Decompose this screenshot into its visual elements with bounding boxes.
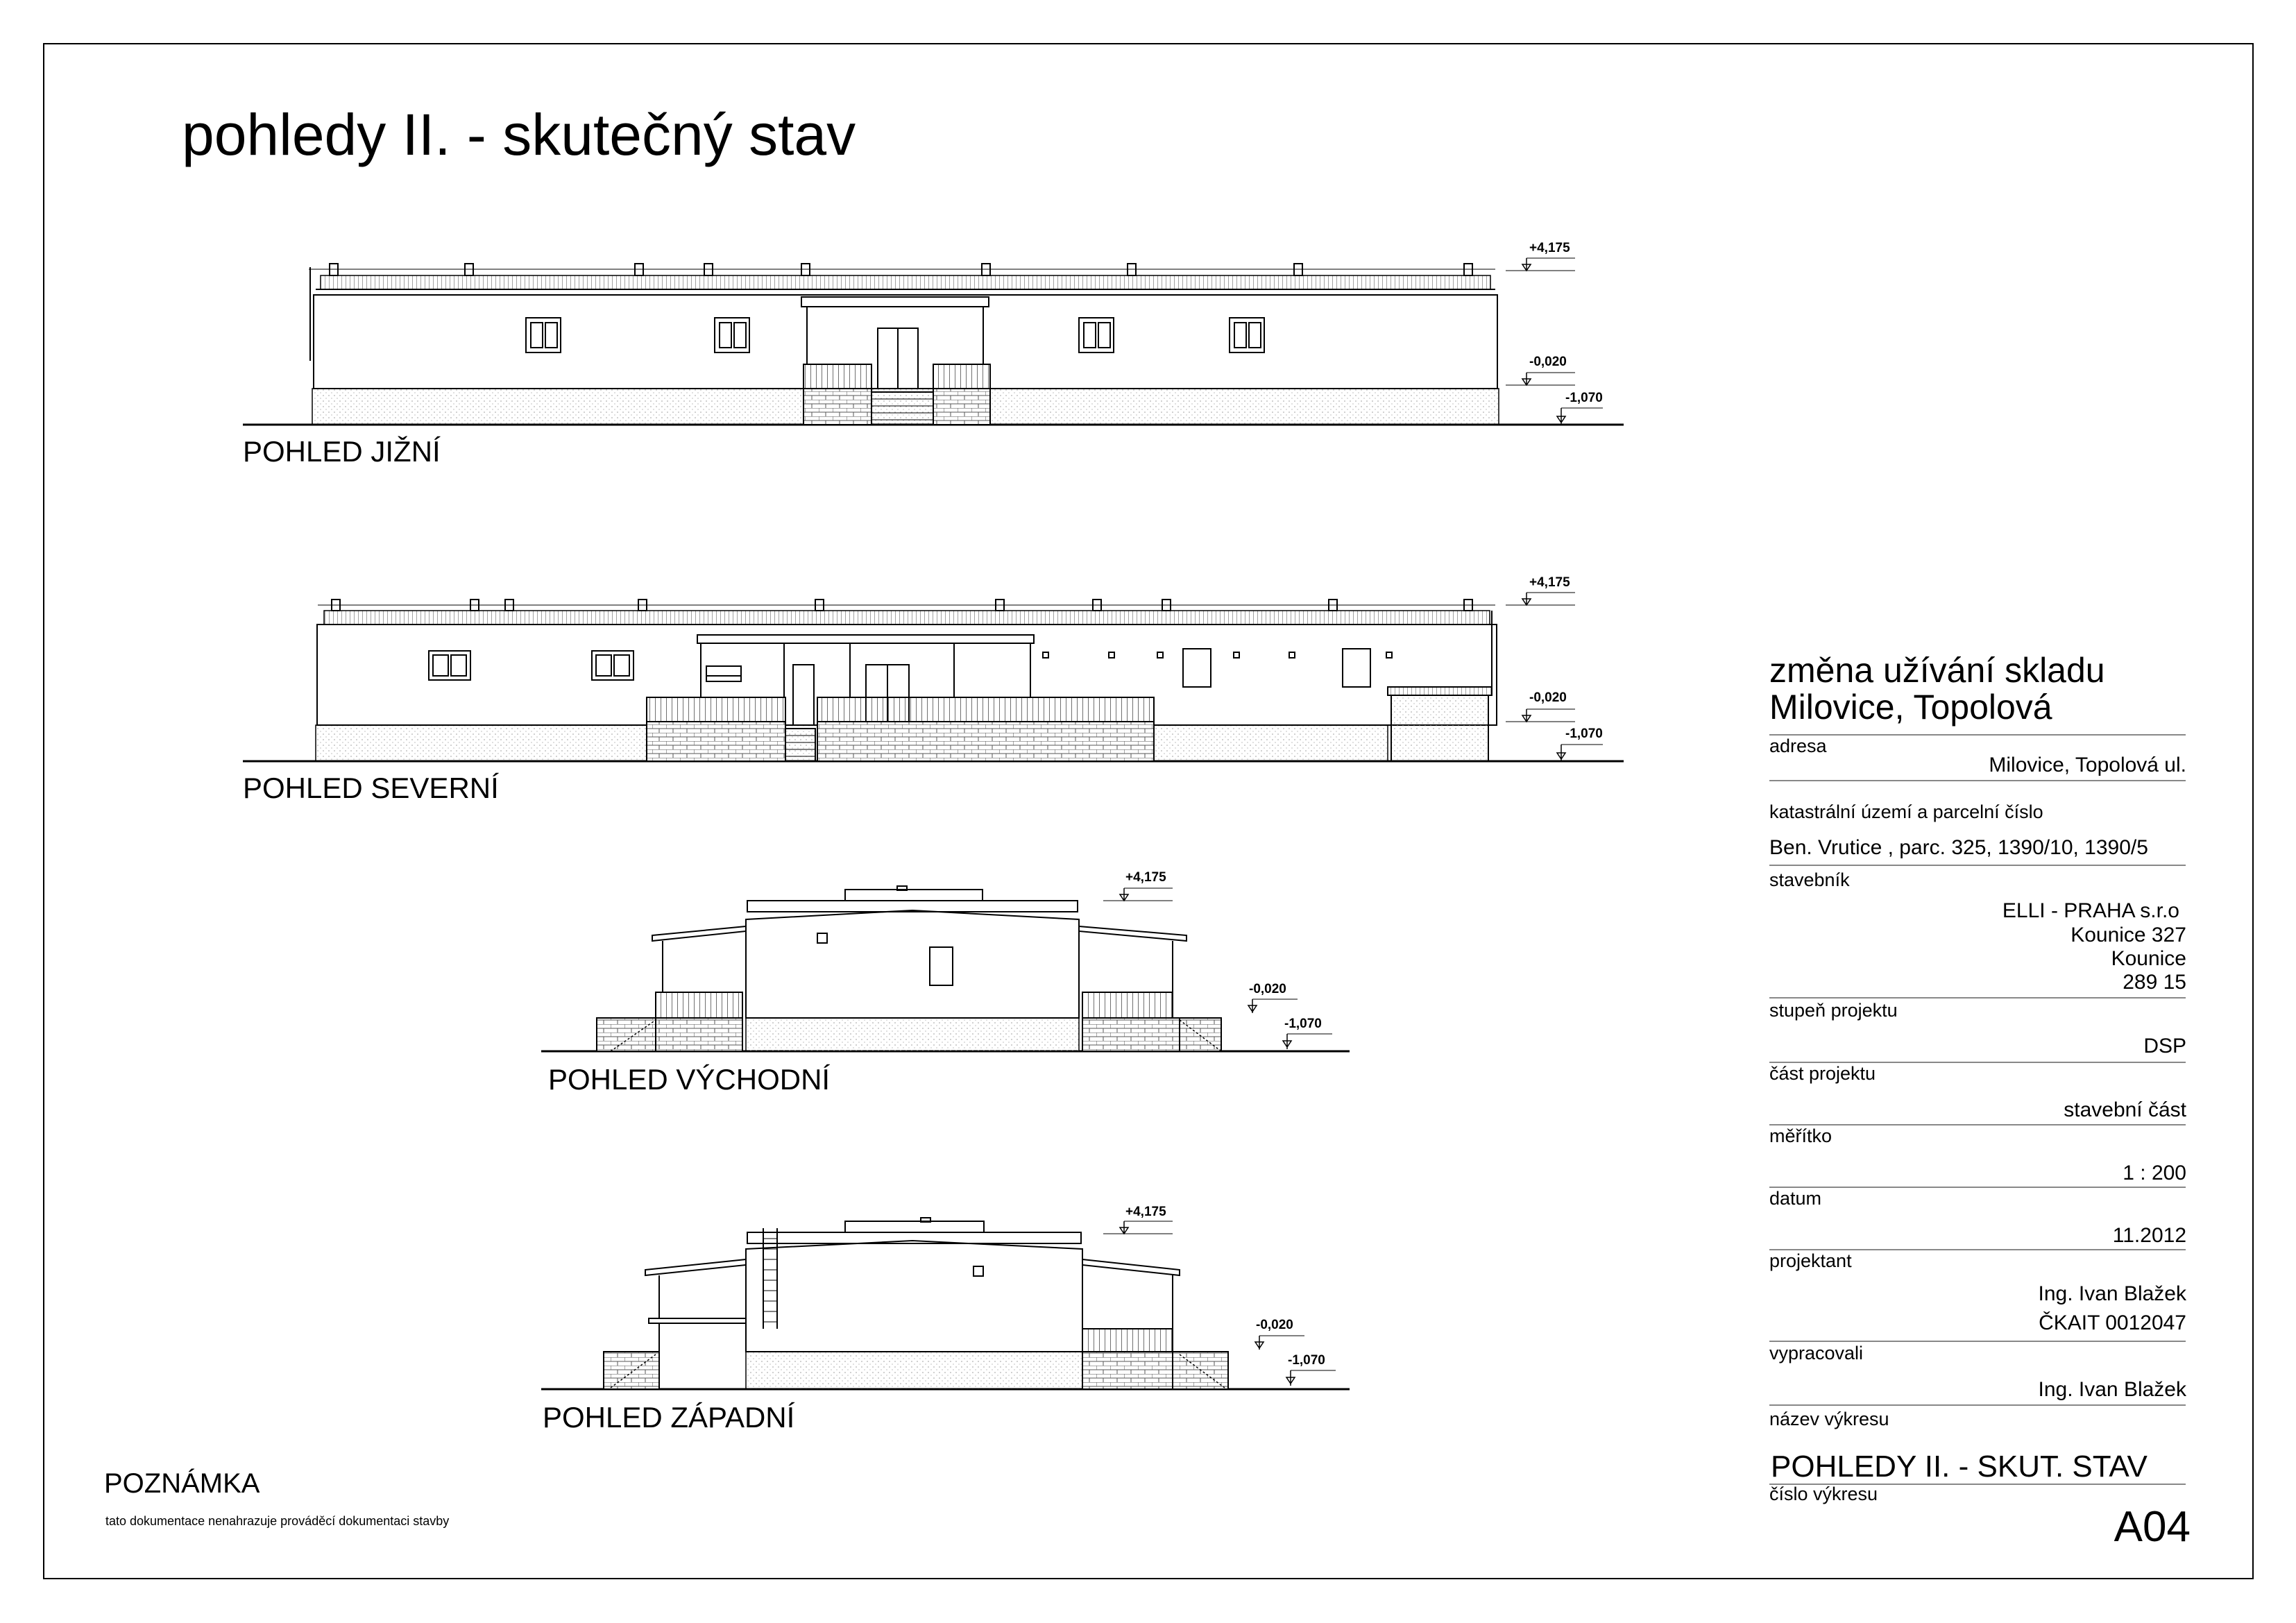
note-heading: POZNÁMKA [104, 1468, 260, 1499]
stage-value: DSP [2143, 1035, 2186, 1057]
level-floor: -0,020 [1256, 1318, 1293, 1332]
stage-label: stupeň projektu [1769, 1000, 1898, 1021]
cadastre-label: katastrální území a parcelní číslo [1769, 801, 2043, 822]
title-block-rule [1769, 780, 2186, 781]
title-block-rule [1769, 734, 2186, 736]
scale-label: měřítko [1769, 1125, 1832, 1146]
investor-city: Kounice [2111, 947, 2186, 970]
date-value: 11.2012 [2112, 1224, 2186, 1247]
address-value: Milovice, Topolová ul. [1989, 754, 2186, 776]
level-ground: -1,070 [1565, 726, 1603, 741]
level-top: +4,175 [1125, 870, 1166, 885]
note-text: tato dokumentace nenahrazuje prováděcí dokumentaci stavby [105, 1514, 450, 1528]
date-label: datum [1769, 1188, 1822, 1209]
drawing-number-value: A04 [2114, 1503, 2191, 1551]
level-top: +4,175 [1125, 1205, 1166, 1219]
investor-name: ELLI - PRAHA s.r.o [2002, 899, 2179, 922]
level-ground: -1,070 [1288, 1353, 1325, 1368]
designer-label: projektant [1769, 1250, 1852, 1271]
project-title-line1: změna užívání skladu [1769, 651, 2105, 690]
view-label-south: POHLED JIŽNÍ [243, 435, 441, 468]
title-block-rule [1769, 1124, 2186, 1125]
drawing-title: pohledy II. - skutečný stav [182, 102, 856, 167]
prepared-value: Ing. Ivan Blažek [2038, 1378, 2186, 1401]
investor-label: stavebník [1769, 869, 1850, 890]
level-top: +4,175 [1529, 241, 1570, 255]
drawing-name-value: POHLEDY II. - SKUT. STAV [1771, 1450, 2148, 1484]
view-label-north: POHLED SEVERNÍ [243, 772, 499, 804]
level-floor: -0,020 [1249, 982, 1286, 996]
drawing-number-label: číslo výkresu [1769, 1484, 1878, 1504]
project-title-line2: Milovice, Topolová [1769, 688, 2052, 726]
address-label: adresa [1769, 736, 1827, 756]
view-label-east: POHLED VÝCHODNÍ [548, 1063, 831, 1096]
drawing-name-label: název výkresu [1769, 1409, 1889, 1429]
part-value: stavební část [2064, 1098, 2186, 1121]
investor-zip: 289 15 [2123, 971, 2186, 994]
title-block-rule [1769, 1341, 2186, 1342]
part-label: část projektu [1769, 1063, 1876, 1084]
title-block-rule [1769, 865, 2186, 866]
level-top: +4,175 [1529, 575, 1570, 590]
level-floor: -0,020 [1529, 690, 1567, 705]
title-block-rule [1769, 1404, 2186, 1406]
cadastre-value: Ben. Vrutice , parc. 325, 1390/10, 1390/5 [1769, 836, 2148, 859]
level-ground: -1,070 [1284, 1017, 1322, 1031]
title-block-rule [1769, 997, 2186, 999]
scale-value: 1 : 200 [2123, 1162, 2186, 1184]
level-ground: -1,070 [1565, 391, 1603, 405]
prepared-label: vypracovali [1769, 1343, 1864, 1363]
level-floor: -0,020 [1529, 355, 1567, 369]
designer-value: Ing. Ivan Blažek [2038, 1282, 2186, 1305]
investor-street: Kounice 327 [2070, 924, 2186, 946]
title-block-rule [1769, 1187, 2186, 1188]
view-label-west: POHLED ZÁPADNÍ [543, 1401, 795, 1434]
designer-id: ČKAIT 0012047 [2039, 1311, 2186, 1334]
